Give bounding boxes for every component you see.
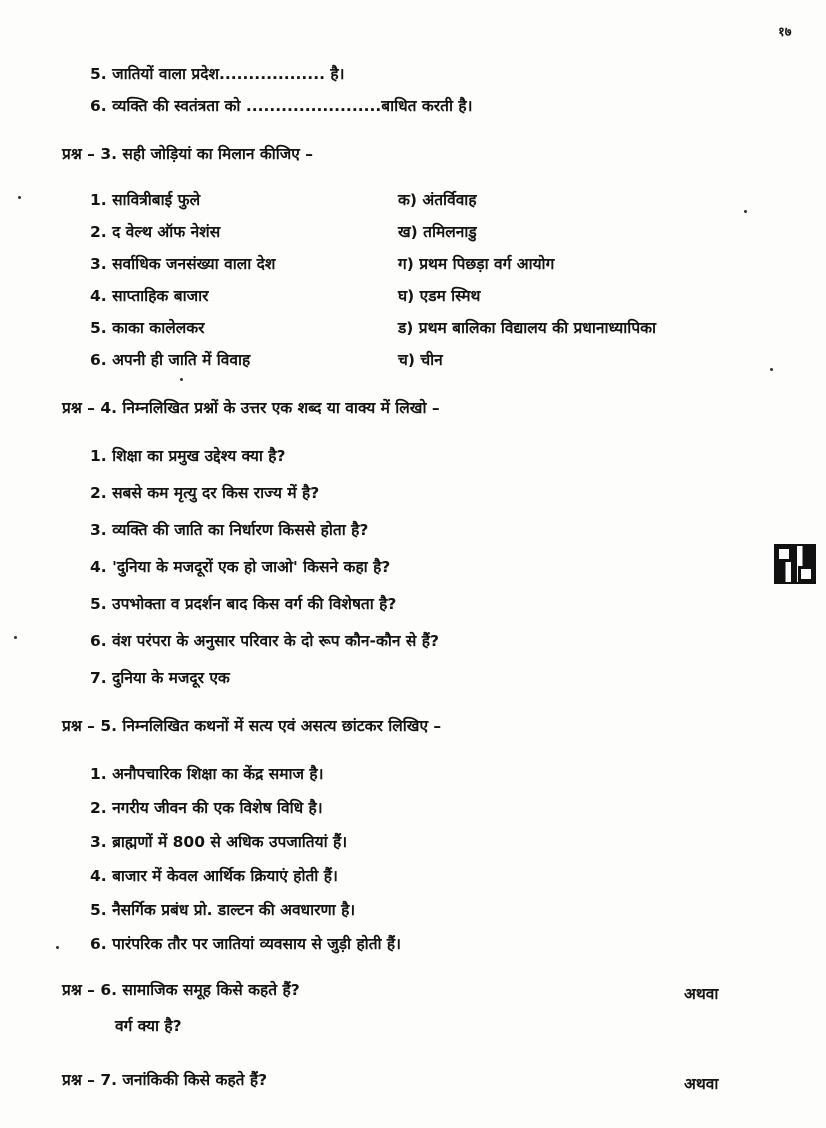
scan-speck (18, 196, 21, 199)
question-5-heading: प्रश्न – 5. निम्नलिखित कथनों में सत्य एवं असत्य छांटकर लिखिए – (62, 717, 442, 735)
match-left-1: 1. सावित्रीबाई फुले (90, 191, 201, 209)
question-4-heading: प्रश्न – 4. निम्नलिखित प्रश्नों के उत्तर एक शब्द या वाक्य में लिखो – (62, 399, 440, 417)
question-7-or-label: अथवा (684, 1075, 719, 1093)
true-false-item-6: 6. पारंपरिक तौर पर जातियां व्यवसाय से जुड़ी होती हैं। (90, 935, 402, 953)
scan-speck (180, 378, 183, 381)
fill-blank-item-6: 6. व्यक्ति की स्वतंत्रता को .......................बाधित करती है। (90, 97, 473, 115)
match-left-4: 4. साप्ताहिक बाजार (90, 287, 209, 305)
question-6-heading: प्रश्न – 6. सामाजिक समूह किसे कहते हैं? (62, 981, 300, 999)
question-6-alternate: वर्ग क्या है? (115, 1017, 182, 1035)
match-left-5: 5. काका कालेलकर (90, 319, 205, 337)
short-answer-item-6: 6. वंश परंपरा के अनुसार परिवार के दो रूप कौन-कौन से हैं? (90, 632, 439, 650)
match-right-cha: च) चीन (398, 351, 443, 369)
true-false-item-2: 2. नगरीय जीवन की एक विशेष विधि है। (90, 799, 323, 817)
true-false-item-5: 5. नैसर्गिक प्रबंध प्रो. डाल्टन की अवधारणा है। (90, 901, 356, 919)
true-false-item-1: 1. अनौपचारिक शिक्षा का केंद्र समाज है। (90, 765, 324, 783)
scan-speck (770, 368, 773, 371)
short-answer-item-3: 3. व्यक्ति की जाति का निर्धारण किससे होता है? (90, 521, 369, 539)
true-false-item-4: 4. बाजार में केवल आर्थिक क्रियाएं होती हैं। (90, 867, 338, 885)
scan-speck (56, 946, 59, 949)
match-right-da: ड) प्रथम बालिका विद्यालय की प्रधानाध्यापिका (398, 319, 657, 337)
scan-speck (14, 636, 17, 639)
question-6-or-label: अथवा (684, 985, 719, 1003)
match-right-ka: क) अंतर्विवाह (398, 191, 477, 209)
qr-code-icon (776, 546, 814, 582)
page-number: १७ (778, 25, 792, 40)
scan-speck (744, 210, 747, 213)
question-3-heading: प्रश्न – 3. सही जोड़ियां का मिलान कीजिए – (62, 145, 314, 163)
match-right-gha: घ) एडम स्मिथ (398, 287, 481, 305)
short-answer-item-1: 1. शिक्षा का प्रमुख उद्देश्य क्या है? (90, 447, 286, 465)
fill-blank-item-5: 5. जातियों वाला प्रदेश.................. है। (90, 65, 345, 83)
question-7-heading: प्रश्न – 7. जनांकिकी किसे कहते हैं? (62, 1071, 268, 1089)
match-right-ga: ग) प्रथम पिछड़ा वर्ग आयोग (398, 255, 555, 273)
short-answer-item-5: 5. उपभोक्ता व प्रदर्शन बाद किस वर्ग की विशेषता है? (90, 595, 397, 613)
match-left-2: 2. द वेल्थ ऑफ नेशंस (90, 223, 221, 241)
short-answer-item-4: 4. 'दुनिया के मजदूरों एक हो जाओ' किसने कहा है? (90, 558, 391, 576)
short-answer-item-2: 2. सबसे कम मृत्यु दर किस राज्य में है? (90, 484, 320, 502)
short-answer-item-7: 7. दुनिया के मजदूर एक (90, 669, 230, 687)
match-right-kha: ख) तमिलनाडु (398, 223, 477, 241)
true-false-item-3: 3. ब्राह्मणों में 800 से अधिक उपजातियां हैं। (90, 833, 348, 851)
match-left-6: 6. अपनी ही जाति में विवाह (90, 351, 251, 369)
match-left-3: 3. सर्वाधिक जनसंख्या वाला देश (90, 255, 276, 273)
